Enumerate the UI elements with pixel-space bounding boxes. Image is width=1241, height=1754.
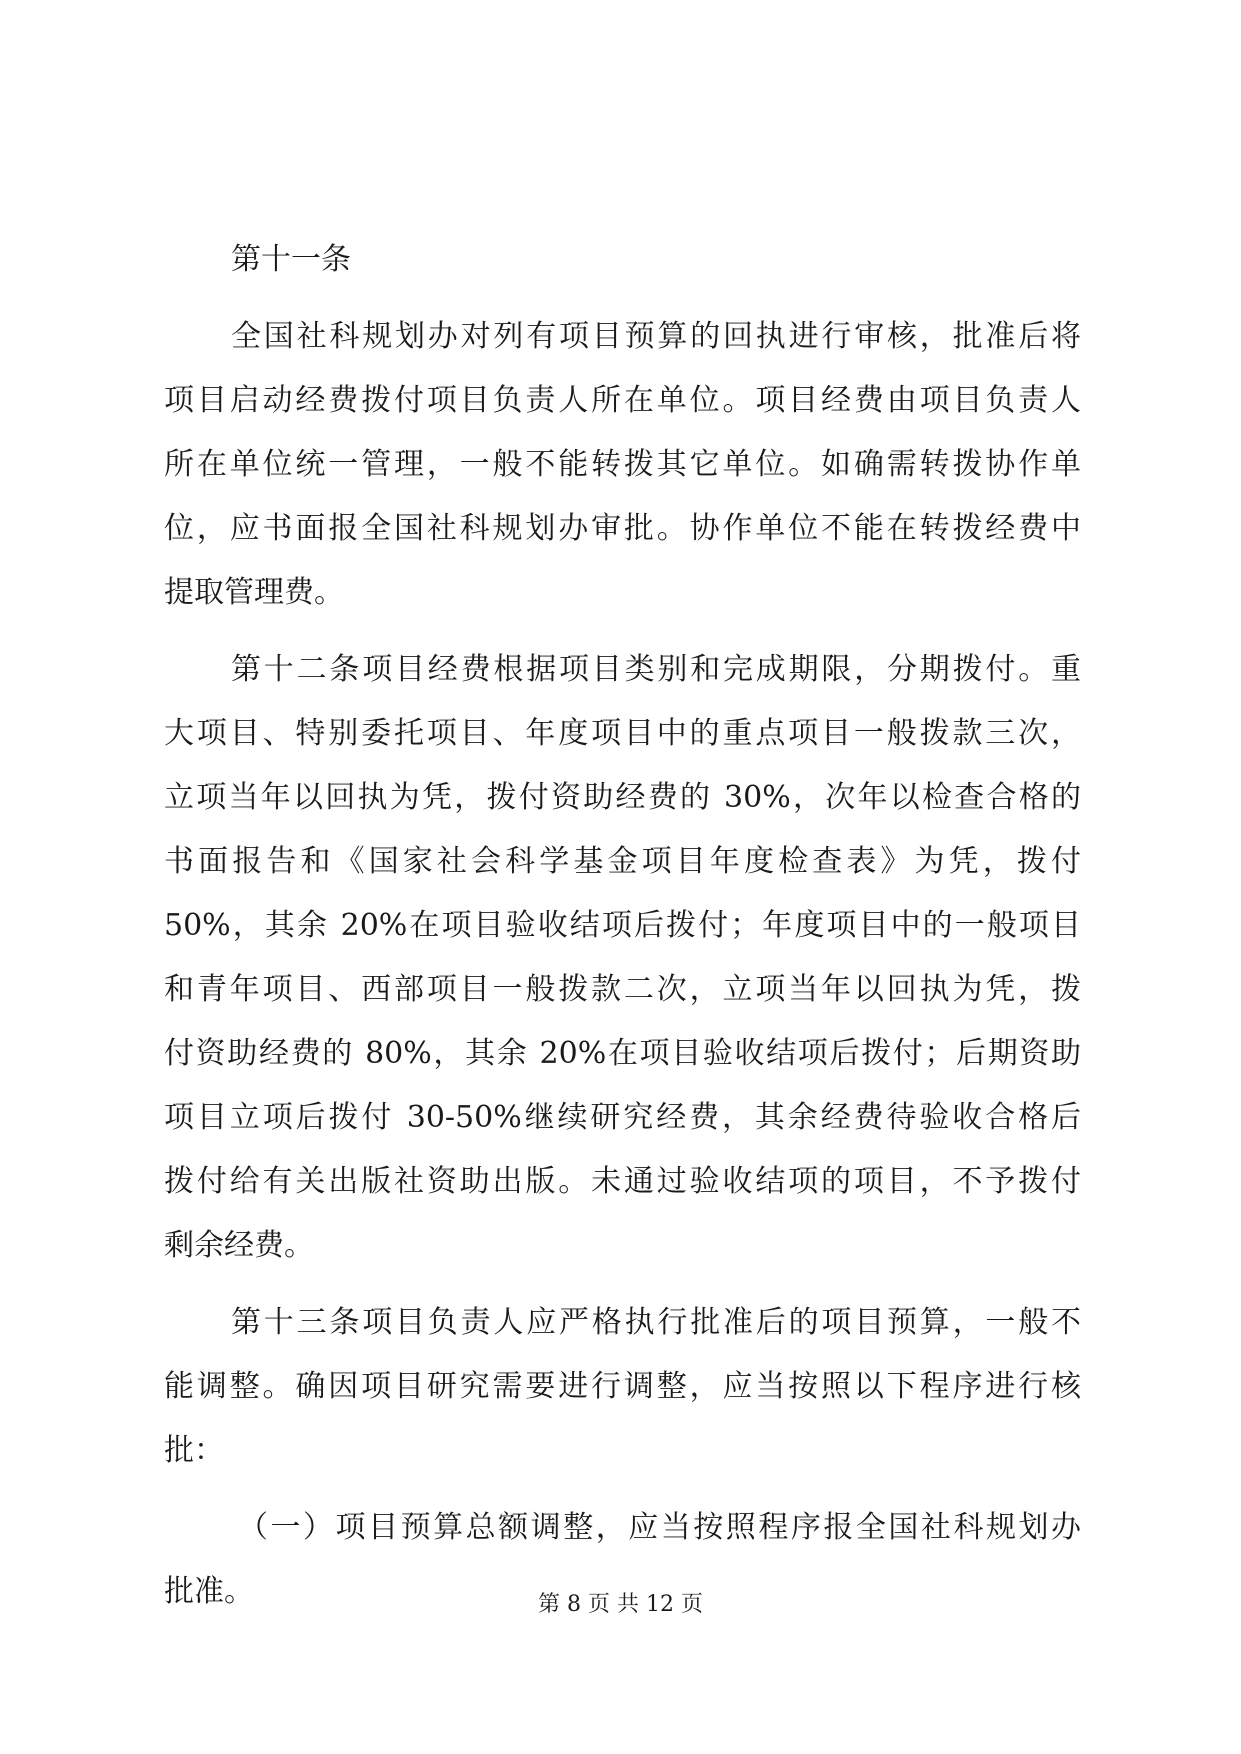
paragraph-line: 批： [164, 1433, 224, 1468]
paragraph-line: 付资助经费的 80%，其余 20%在项目验收结项后拨付；后期资助 [164, 1036, 1081, 1071]
paragraph-line: 和青年项目、西部项目一般拨款二次，立项当年以回执为凭，拨 [164, 972, 1081, 1007]
paragraph-line: 书面报告和《国家社会科学基金项目年度检查表》为凭，拨付 [164, 844, 1081, 879]
paragraph-line: 立项当年以回执为凭，拨付资助经费的 30%，次年以检查合格的 [164, 780, 1081, 815]
paragraph-line: 50%，其余 20%在项目验收结项后拨付；年度项目中的一般项目 [164, 908, 1081, 943]
document-body [164, 228, 1081, 1624]
paragraph-line: （一）项目预算总额调整，应当按照程序报全国社科规划办 [238, 1510, 1081, 1545]
paragraph-line: 项目立项后拨付 30-50%继续研究经费，其余经费待验收合格后 [164, 1100, 1081, 1135]
paragraph-line: 能调整。确因项目研究需要进行调整，应当按照以下程序进行核 [164, 1369, 1081, 1404]
paragraph-line: 第十二条项目经费根据项目类别和完成期限，分期拨付。重 [231, 652, 1081, 687]
paragraph-line: 大项目、特别委托项目、年度项目中的重点项目一般拨款三次， [164, 716, 1081, 751]
paragraph-line: 批准。 [164, 1574, 254, 1609]
paragraph-line: 全国社科规划办对列有项目预算的回执进行审核，批准后将 [231, 319, 1081, 354]
paragraph-line: 拨付给有关出版社资助出版。未通过验收结项的项目，不予拨付 [164, 1164, 1081, 1199]
paragraph-line: 提取管理费。 [164, 575, 344, 610]
paragraph-line: 所在单位统一管理，一般不能转拨其它单位。如确需转拨协作单 [164, 447, 1081, 482]
page-number-footer: 第 8 页 共 12 页 [538, 1592, 703, 1617]
paragraph-line: 项目启动经费拨付项目负责人所在单位。项目经费由项目负责人 [164, 383, 1081, 418]
paragraph-line: 剩余经费。 [164, 1228, 314, 1263]
article-11-heading: 第十一条 [231, 242, 351, 277]
paragraph-line: 位，应书面报全国社科规划办审批。协作单位不能在转拨经费中 [164, 511, 1081, 546]
paragraph-line: 第十三条项目负责人应严格执行批准后的项目预算，一般不 [231, 1305, 1081, 1340]
